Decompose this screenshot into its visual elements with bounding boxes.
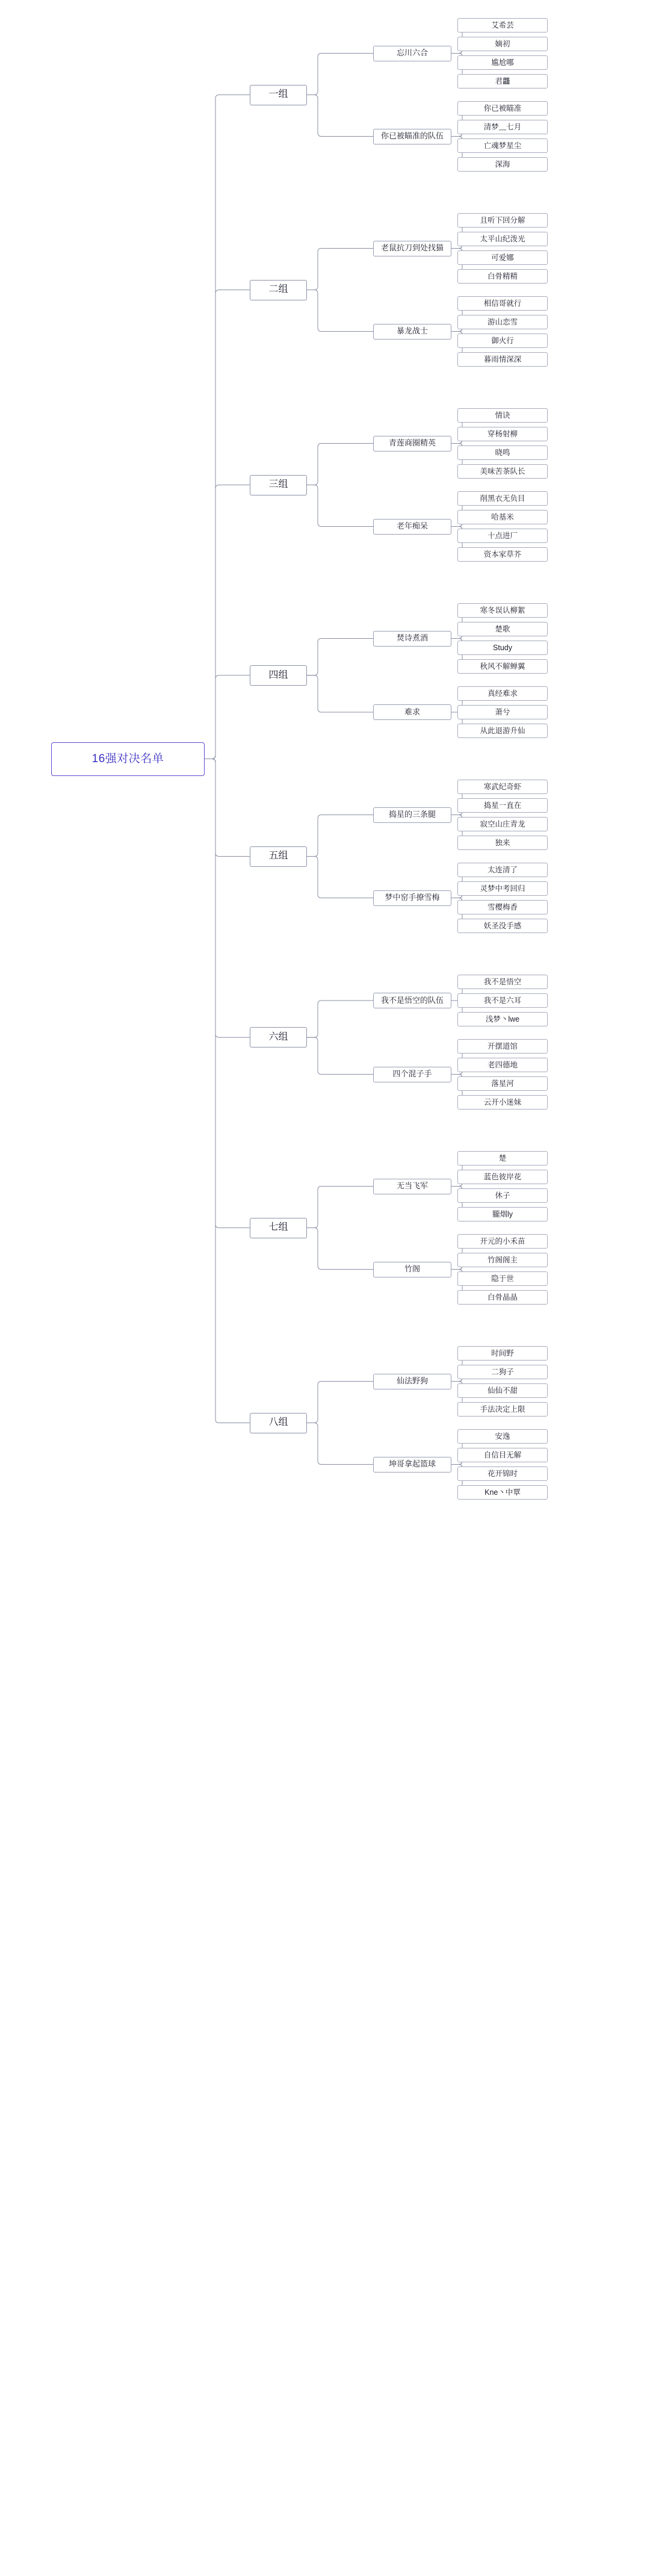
group-node[interactable]: 七组 (250, 1218, 307, 1238)
group-node[interactable]: 三组 (250, 475, 307, 495)
member-node[interactable]: 深海 (457, 157, 548, 172)
member-node[interactable]: Study (457, 641, 548, 655)
member-node[interactable]: 晓鸣 (457, 445, 548, 460)
group-node[interactable]: 六组 (250, 1027, 307, 1047)
member-node[interactable]: 朧烟ly (457, 1207, 548, 1221)
member-node[interactable]: 老四德地 (457, 1058, 548, 1072)
member-node[interactable]: 楚歌 (457, 622, 548, 636)
member-node[interactable]: 从此退游升仙 (457, 724, 548, 738)
team-node[interactable]: 无当飞军 (373, 1179, 451, 1194)
member-node[interactable]: 妖圣没手感 (457, 919, 548, 933)
member-node[interactable]: Kne丶中覃 (457, 1485, 548, 1500)
member-node[interactable]: 资本家草芥 (457, 547, 548, 562)
member-node[interactable]: 楚 (457, 1151, 548, 1165)
member-node[interactable]: 太连清了 (457, 863, 548, 877)
member-node[interactable]: 美味苦茶队长 (457, 464, 548, 479)
member-node[interactable]: 安逸 (457, 1429, 548, 1444)
team-node[interactable]: 焚诗煮酒 (373, 631, 451, 647)
member-node[interactable]: 可爱娜 (457, 250, 548, 265)
member-node[interactable]: 削黑衣无负目 (457, 491, 548, 506)
group-node[interactable]: 一组 (250, 85, 307, 105)
team-node[interactable]: 暴龙战士 (373, 324, 451, 340)
member-node[interactable]: 穿杨射柳 (457, 427, 548, 441)
member-node[interactable]: 嫡初 (457, 37, 548, 51)
member-node[interactable]: 浅梦丶lwe (457, 1012, 548, 1026)
member-node[interactable]: 亡魂梦星尘 (457, 138, 548, 153)
member-node[interactable]: 开元的小禾苗 (457, 1234, 548, 1249)
member-node[interactable]: 我不是悟空 (457, 975, 548, 989)
member-node[interactable]: 云开小迷妹 (457, 1095, 548, 1110)
member-node[interactable]: 仙仙不甜 (457, 1383, 548, 1398)
team-node[interactable]: 竹阁 (373, 1262, 451, 1277)
team-node[interactable]: 我不是悟空的队伍 (373, 993, 451, 1008)
member-node[interactable]: 落星河 (457, 1076, 548, 1091)
member-node[interactable]: 且听下回分解 (457, 213, 548, 228)
member-node[interactable]: 捣星一直在 (457, 798, 548, 813)
member-node[interactable]: 寒武纪奇虾 (457, 780, 548, 794)
member-node[interactable]: 竹阁阁主 (457, 1253, 548, 1267)
group-node[interactable]: 八组 (250, 1413, 307, 1433)
member-node[interactable]: 蓝色彼岸花 (457, 1170, 548, 1184)
group-node[interactable]: 五组 (250, 846, 307, 867)
member-node[interactable]: 情诀 (457, 408, 548, 423)
team-node[interactable]: 你已被瞄准的队伍 (373, 129, 451, 144)
member-node[interactable]: 君龘 (457, 74, 548, 88)
member-node[interactable]: 相信哥就行 (457, 296, 548, 311)
member-node[interactable]: 暮雨情深深 (457, 352, 548, 367)
team-node[interactable]: 仙法野狗 (373, 1374, 451, 1389)
member-node[interactable]: 雪樱梅香 (457, 900, 548, 914)
team-node[interactable]: 老鼠抗刀到处找猫 (373, 241, 451, 256)
member-node[interactable]: 二狗子 (457, 1365, 548, 1379)
member-node[interactable]: 真经难求 (457, 686, 548, 701)
member-node[interactable]: 花开锦时 (457, 1466, 548, 1481)
member-node[interactable]: 自信目无解 (457, 1448, 548, 1462)
team-node[interactable]: 四个混子手 (373, 1067, 451, 1082)
member-node[interactable]: 秋风不解蝉翼 (457, 659, 548, 674)
team-node[interactable]: 老年痴呆 (373, 519, 451, 535)
member-node[interactable]: 休子 (457, 1188, 548, 1203)
team-node[interactable]: 难求 (373, 704, 451, 720)
member-node[interactable]: 手法决定上限 (457, 1402, 548, 1417)
member-node[interactable]: 独来 (457, 836, 548, 850)
member-node[interactable]: 寒冬误认柳絮 (457, 603, 548, 618)
member-node[interactable]: 十点进厂 (457, 529, 548, 543)
team-node[interactable]: 青莲商圈精英 (373, 436, 451, 452)
group-node[interactable]: 四组 (250, 665, 307, 686)
member-node[interactable]: 白骨晶晶 (457, 1290, 548, 1305)
member-node[interactable]: 太平山纪泼光 (457, 232, 548, 246)
member-node[interactable]: 隐于世 (457, 1271, 548, 1286)
member-node[interactable]: 开摆道馆 (457, 1039, 548, 1054)
member-node[interactable]: 灵梦中考回归 (457, 881, 548, 896)
team-node[interactable]: 坤哥拿起篮球 (373, 1457, 451, 1473)
member-node[interactable]: 寂空山庄青龙 (457, 817, 548, 831)
member-node[interactable]: 我不是六耳 (457, 993, 548, 1008)
team-node[interactable]: 捣星的三条腿 (373, 807, 451, 823)
member-node[interactable]: 时间野 (457, 1346, 548, 1361)
member-node[interactable]: 艾希芸 (457, 18, 548, 33)
member-node[interactable]: 御火行 (457, 334, 548, 348)
member-node[interactable]: 游山恋雪 (457, 315, 548, 329)
group-node[interactable]: 二组 (250, 280, 307, 300)
member-node[interactable]: 你已被瞄准 (457, 101, 548, 116)
member-node[interactable]: 哈基米 (457, 510, 548, 524)
member-node[interactable]: 白骨精精 (457, 269, 548, 284)
root-node[interactable]: 16强对决名单 (51, 742, 205, 776)
member-node[interactable]: 尴尬哪 (457, 55, 548, 70)
member-node[interactable]: 清梦﹏七月 (457, 120, 548, 134)
team-node[interactable]: 梦中窑手撩雪梅 (373, 890, 451, 906)
member-node[interactable]: 萧兮 (457, 705, 548, 719)
team-node[interactable]: 忘川六合 (373, 46, 451, 61)
